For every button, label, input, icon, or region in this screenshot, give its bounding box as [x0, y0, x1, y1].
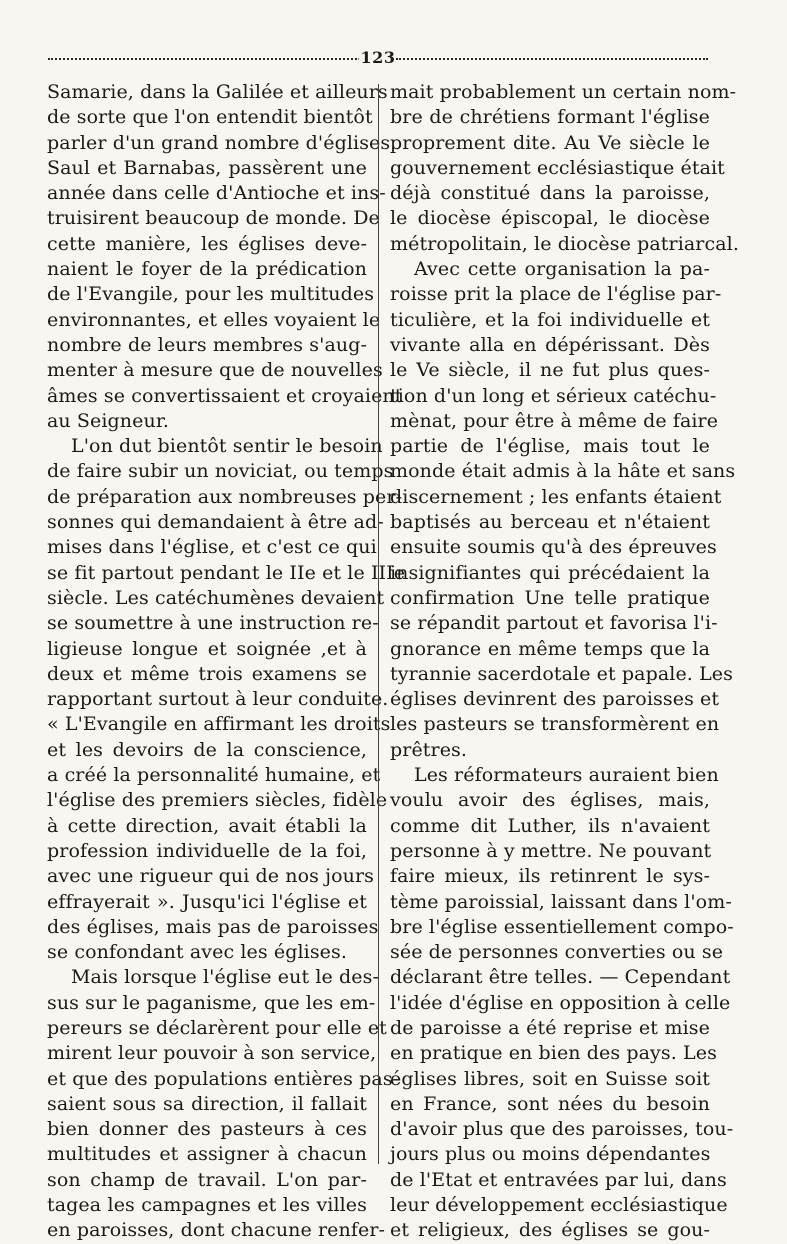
text-line: le Ve siècle, il ne fut plus ques-	[390, 359, 710, 382]
text-line: naient le foyer de la prédication	[47, 258, 367, 281]
text-line: partie de l'église, mais tout le	[390, 435, 710, 458]
text-line: au Seigneur.	[47, 409, 170, 432]
text-line: se soumettre à une instruction re-	[47, 612, 379, 635]
text-line: son champ de travail. L'on par-	[47, 1168, 367, 1191]
text-line: jours plus ou moins dépendantes	[390, 1143, 711, 1166]
text-line: comme dit Luther, ils n'avaient	[390, 814, 710, 837]
column-divider	[378, 84, 379, 1164]
text-line: truisirent beaucoup de monde. De	[47, 207, 380, 230]
text-line: discernement ; les enfants étaient	[390, 485, 722, 508]
text-line: de préparation aux nombreuses per-	[47, 485, 403, 508]
text-line: tème paroissial, laissant dans l'om-	[390, 890, 732, 913]
text-line: métropolitain, le diocèse patriarcal.	[390, 232, 739, 255]
text-line: roisse prit la place de l'église par-	[390, 283, 722, 306]
text-line: âmes se convertissaient et croyaient	[47, 384, 403, 407]
text-line: menter à mesure que de nouvelles	[47, 359, 383, 382]
text-line: et religieux, des églises se gou-	[390, 1219, 710, 1242]
text-line: proprement dite. Au Ve siècle le	[390, 131, 710, 154]
text-line: Saul et Barnabas, passèrent une	[47, 156, 367, 179]
text-line: voulu avoir des églises, mais,	[390, 789, 710, 812]
text-line: les pasteurs se transformèrent en	[390, 713, 720, 736]
text-line: le diocèse épiscopal, le diocèse	[390, 207, 710, 230]
text-line: avec une rigueur qui de nos jours	[47, 865, 375, 888]
text-line: Mais lorsque l'église eut le des-	[71, 966, 379, 989]
text-line: tyrannie sacerdotale et papale. Les	[390, 662, 733, 685]
header-rule-right	[396, 58, 708, 60]
text-line: tagea les campagnes et les villes	[47, 1194, 367, 1217]
text-line: ticulière, et la foi individuelle et	[390, 308, 710, 331]
text-line: profession individuelle de la foi,	[47, 839, 367, 862]
text-line: d'avoir plus que des paroisses, tou-	[390, 1118, 734, 1141]
text-line: églises devinrent des paroisses et	[390, 688, 720, 711]
text-columns	[47, 80, 739, 1242]
page-number: 123	[360, 48, 396, 67]
text-line: à cette direction, avait établi la	[47, 814, 367, 837]
text-line: pereurs se déclarèrent pour elle et	[47, 1016, 387, 1039]
text-line: mait probablement un certain nom-	[390, 81, 737, 103]
text-line: mirent leur pouvoir à son service,	[47, 1042, 377, 1065]
text-line: l'église des premiers siècles, fidèle	[47, 789, 388, 812]
text-line: « L'Evangile en affirmant les droits	[47, 713, 391, 736]
text-line: leur développement ecclésiastique	[390, 1194, 728, 1217]
text-line: sée de personnes converties ou se	[390, 941, 724, 964]
text-line: Les réformateurs auraient bien	[414, 764, 719, 787]
text-line: gouvernement ecclésiastique était	[390, 156, 725, 179]
text-line: bre l'église essentiellement compo-	[390, 915, 734, 938]
text-line: de faire subir un noviciat, ou temps	[47, 460, 394, 483]
text-line: mises dans l'église, et c'est ce qui	[47, 536, 377, 559]
text-line: saient sous sa direction, il fallait	[47, 1092, 367, 1115]
text-line: baptisés au berceau et n'étaient	[390, 511, 710, 534]
text-line: déclarant être telles. — Cependant	[390, 966, 731, 989]
text-line: se répandit partout et favorisa l'i-	[390, 612, 718, 635]
text-line: nombre de leurs membres s'aug-	[47, 333, 367, 356]
text-line: confirmation Une telle pratique	[390, 586, 710, 609]
text-line: gnorance en même temps que la	[390, 637, 710, 660]
text-line: en paroisses, dont chacune renfer-	[47, 1219, 386, 1242]
text-line: de l'Evangile, pour les multitudes	[47, 283, 375, 306]
text-line: monde était admis à la hâte et sans	[390, 460, 736, 483]
text-line: et les devoirs de la conscience,	[47, 738, 367, 761]
text-line: l'idée d'église en opposition à celle	[390, 991, 731, 1014]
text-line: mènat, pour être à même de faire	[390, 409, 719, 432]
text-line: parler d'un grand nombre d'églises.	[47, 131, 397, 154]
text-line: des églises, mais pas de paroisses	[47, 915, 379, 938]
text-line: églises libres, soit en Suisse soit	[390, 1067, 710, 1090]
text-line: environnantes, et elles voyaient le	[47, 308, 381, 331]
text-line: insignifiantes qui précédaient la	[390, 561, 710, 584]
text-line: siècle. Les catéchumènes devaient	[47, 586, 385, 609]
text-line: L'on dut bientôt sentir le besoin	[71, 435, 383, 458]
header-rule-left	[48, 58, 360, 60]
text-line: en France, sont nées du besoin	[390, 1092, 710, 1115]
text-line: cette manière, les églises deve-	[47, 232, 367, 255]
text-line: se confondant avec les églises.	[47, 941, 348, 964]
text-line: a créé la personnalité humaine, et	[47, 764, 381, 787]
text-line: bien donner des pasteurs à ces	[47, 1118, 367, 1141]
text-line: année dans celle d'Antioche et ins-	[47, 182, 386, 205]
text-line: sus sur le paganisme, que les em-	[47, 991, 376, 1014]
text-line: en pratique en bien des pays. Les	[390, 1042, 717, 1065]
text-line: Samarie, dans la Galilée et ailleurs	[47, 81, 388, 103]
text-line: multitudes et assigner à chacun	[47, 1143, 367, 1166]
text-line: de l'Etat et entravées par lui, dans	[390, 1168, 727, 1191]
text-line: effrayerait ». Jusqu'ici l'église et	[47, 890, 367, 913]
text-line: personne à y mettre. Ne pouvant	[390, 839, 712, 862]
text-line: ligieuse longue et soignée ,et à	[47, 637, 367, 660]
right-column	[390, 80, 739, 1244]
text-line: se fit partout pendant le IIe et le IIIe	[47, 561, 406, 584]
text-line: bre de chrétiens formant l'église	[390, 106, 710, 129]
text-line: de sorte que l'on entendit bientôt	[47, 106, 373, 129]
text-line: prêtres.	[390, 738, 468, 761]
text-line: faire mieux, ils retinrent le sys-	[390, 865, 710, 888]
text-line: ensuite soumis qu'à des épreuves	[390, 536, 717, 559]
text-line: déjà constitué dans la paroisse,	[390, 182, 710, 205]
text-line: vivante alla en dépérissant. Dès	[390, 333, 710, 356]
text-line: et que des populations entières pas-	[47, 1067, 400, 1090]
text-line: sonnes qui demandaient à être ad-	[47, 511, 384, 534]
left-column	[47, 80, 406, 1244]
text-line: rapportant surtout à leur conduite.	[47, 688, 389, 711]
text-line: de paroisse a été reprise et mise	[390, 1016, 710, 1039]
text-line: tion d'un long et sérieux catéchu-	[390, 384, 717, 407]
text-line: deux et même trois examens se	[47, 662, 367, 685]
text-line: Avec cette organisation la pa-	[414, 258, 710, 281]
page-header	[48, 48, 708, 68]
